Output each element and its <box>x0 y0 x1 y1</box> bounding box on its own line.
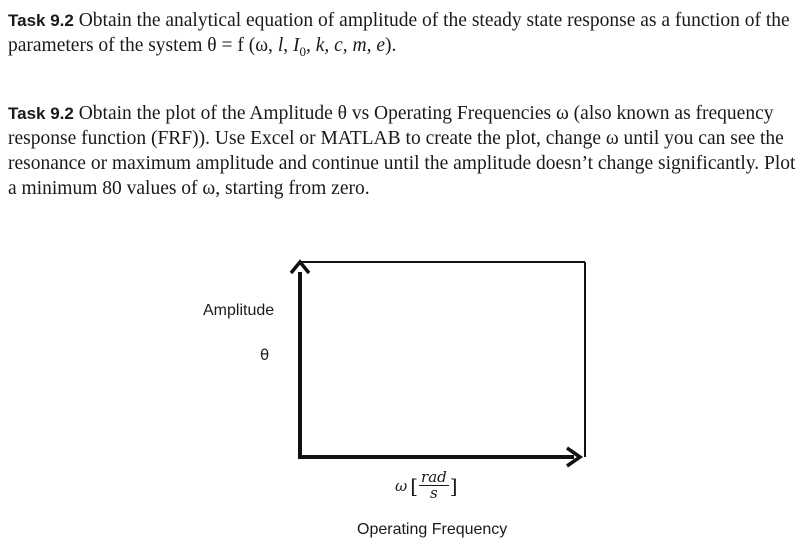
equation-end: ). <box>385 35 397 56</box>
equation-rest: , k, c, m, e <box>305 35 386 56</box>
y-axis-arrowhead <box>291 262 309 273</box>
task-1-text: Obtain the analytical equation of amplitude of the steady state response as a function of the parameters of the system <box>8 10 790 56</box>
equation-sep: , <box>283 35 293 56</box>
omega-symbol: ω <box>395 476 408 495</box>
x-axis-label: Operating Frequency <box>357 521 508 538</box>
units-fraction <box>419 470 449 501</box>
units-close-bracket: ] <box>449 473 458 498</box>
task-1-label: Task 9.2 <box>8 11 74 30</box>
task-2-label: Task 9.2 <box>8 104 74 123</box>
units-open-bracket: [ <box>410 473 419 498</box>
x-axis-units <box>395 470 458 501</box>
equation-I: I <box>292 35 300 56</box>
task-2-text: Obtain the plot of the Amplitude θ vs Operating Frequencies ω (also known as frequency response function (FRF)). Use Excel or MATLAB to create the plot, change ω until you can see the resonance or maximum amplitude and continue until the amplitude doesn’t change significantly. Plot a minimum 80 values of ω, starting from zero. <box>8 103 796 199</box>
y-axis-symbol: θ <box>260 346 270 364</box>
units-numerator: rad <box>421 468 447 486</box>
equation-lhs: θ = f (ω, <box>207 35 278 56</box>
equation-I-subscript: 0 <box>299 44 306 59</box>
units-denominator: s <box>430 484 438 502</box>
y-axis-label: Amplitude <box>203 302 275 319</box>
equation-l: l <box>277 35 284 56</box>
